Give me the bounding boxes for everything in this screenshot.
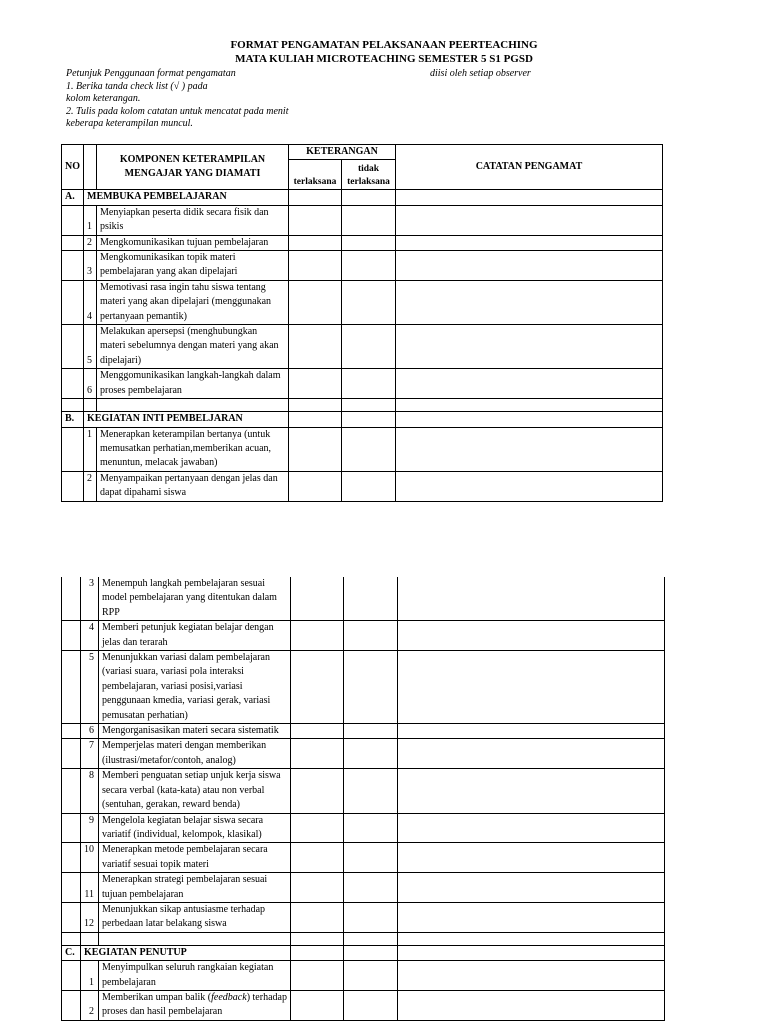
header-catatan: CATATAN PENGAMAT: [396, 145, 663, 190]
cell-tidak-terlaksana[interactable]: [344, 577, 398, 621]
item-number: 11: [81, 873, 99, 903]
item-description: Menunjukkan variasi dalam pembelajaran (variasi suara, variasi pola interaksi pembelajaran, variasi posisi,variasi penggunaan kmedia, variasi gerak, variasi pemusatan perhatian): [99, 651, 291, 724]
cell-terlaksana[interactable]: [289, 280, 342, 324]
cell-catatan[interactable]: [396, 325, 663, 369]
cell-terlaksana[interactable]: [289, 251, 342, 281]
cell-tidak-terlaksana[interactable]: [344, 769, 398, 813]
cell-tidak-terlaksana[interactable]: [344, 945, 398, 960]
header-component: [97, 145, 289, 190]
cell-terlaksana[interactable]: [291, 990, 344, 1020]
cell-terlaksana[interactable]: [291, 651, 344, 724]
section-c-title: KEGIATAN PENUTUP: [81, 945, 291, 960]
cell-terlaksana[interactable]: [289, 325, 342, 369]
item-description: Menerapkan metode pembelajaran secara variatif sesuai topik materi: [99, 843, 291, 873]
cell-tidak-terlaksana[interactable]: [342, 190, 396, 205]
observation-table-page1: [61, 144, 663, 502]
item-number: 3: [81, 577, 99, 621]
cell-terlaksana[interactable]: [291, 873, 344, 903]
item-description: Menempuh langkah pembelajaran sesuai model pembelajaran yang ditentukan dalam RPP: [99, 577, 291, 621]
cell-tidak-terlaksana[interactable]: [342, 235, 396, 250]
cell-catatan[interactable]: [396, 427, 663, 471]
cell-tidak-terlaksana[interactable]: [342, 427, 396, 471]
item-description: Menerapkan strategi pembelajaran sesuai tujuan pembelajaran: [99, 873, 291, 903]
instructions-line1: Petunjuk Penggunaan format pengamatan: [66, 68, 236, 79]
observation-table-page2: [61, 577, 665, 1021]
header-component-line2: MENGAJAR YANG DIAMATI: [124, 168, 261, 180]
header-tidak-line2: terlaksana: [347, 177, 390, 188]
cell-terlaksana[interactable]: [289, 427, 342, 471]
cell-tidak-terlaksana[interactable]: [344, 813, 398, 843]
header-no: NO: [62, 145, 84, 190]
item-description: Memberi petunjuk kegiatan belajar dengan jelas dan terarah: [99, 621, 291, 651]
item-number: 5: [84, 325, 97, 369]
item-number: 3: [84, 251, 97, 281]
item-description: Melakukan apersepsi (menghubungkan materi sebelumnya dengan materi yang akan dipelajari): [97, 325, 289, 369]
item-description-italic: feedback: [211, 991, 247, 1003]
cell-tidak-terlaksana[interactable]: [344, 990, 398, 1020]
item-description: Menyimpulkan seluruh rangkaian kegiatan pembelajaran: [99, 961, 291, 991]
section-a-title: MEMBUKA PEMBELAJARAN: [84, 190, 289, 205]
document-title-line2: MATA KULIAH MICROTEACHING SEMESTER 5 S1 PGSD: [235, 53, 533, 65]
item-description: Menggomunikasikan langkah-langkah dalam proses pembelajaran: [97, 369, 289, 399]
cell-tidak-terlaksana[interactable]: [344, 651, 398, 724]
item-description-part1: Memberikan umpan balik (: [102, 991, 212, 1003]
item-description: Mengelola kegiatan belajar siswa secara variatif (individual, kelompok, klasikal): [99, 813, 291, 843]
cell-tidak-terlaksana[interactable]: [342, 251, 396, 281]
section-a-code: A.: [62, 190, 84, 205]
section-c-code: C.: [62, 945, 81, 960]
cell-tidak-terlaksana[interactable]: [344, 961, 398, 991]
header-keterangan: KETERANGAN: [289, 145, 396, 160]
header-terlaksana: terlaksana: [289, 160, 342, 190]
item-number: 1: [81, 961, 99, 991]
cell-tidak-terlaksana[interactable]: [342, 471, 396, 501]
item-number: 5: [81, 651, 99, 724]
header-component-line1: KOMPONEN KETERAMPILAN: [119, 153, 266, 165]
item-number: 9: [81, 813, 99, 843]
cell-catatan[interactable]: [396, 369, 663, 399]
cell-catatan[interactable]: [398, 739, 665, 769]
cell-catatan[interactable]: [398, 769, 665, 813]
item-number: 1: [84, 427, 97, 471]
cell-terlaksana[interactable]: [289, 235, 342, 250]
instructions-line3: kolom keterangan.: [66, 93, 141, 105]
cell-catatan[interactable]: [396, 251, 663, 281]
item-number: 2: [81, 990, 99, 1020]
cell-catatan[interactable]: [398, 724, 665, 739]
section-b-code: B.: [62, 412, 84, 427]
item-number: 1: [84, 205, 97, 235]
instructions-line5: keberapa keterampilan muncul.: [66, 118, 193, 130]
cell-terlaksana[interactable]: [291, 724, 344, 739]
cell-tidak-terlaksana[interactable]: [344, 902, 398, 932]
instructions-line2: 1. Berika tanda check list (√ ) pada: [66, 80, 208, 92]
item-number: 6: [81, 724, 99, 739]
cell-terlaksana[interactable]: [291, 769, 344, 813]
cell-terlaksana[interactable]: [289, 205, 342, 235]
item-number: 8: [81, 769, 99, 813]
cell-catatan[interactable]: [396, 235, 663, 250]
cell-terlaksana[interactable]: [291, 739, 344, 769]
item-number: 6: [84, 369, 97, 399]
document-title-line1: FORMAT PENGAMATAN PELAKSANAAN PEERTEACHING: [230, 39, 538, 51]
cell-tidak-terlaksana[interactable]: [342, 369, 396, 399]
cell-catatan[interactable]: [398, 813, 665, 843]
instructions-line4: 2. Tulis pada kolom catatan untuk mencatat pada menit: [66, 105, 289, 117]
cell-terlaksana[interactable]: [289, 369, 342, 399]
cell-catatan[interactable]: [398, 577, 665, 621]
cell-catatan[interactable]: [398, 902, 665, 932]
cell-terlaksana[interactable]: [291, 961, 344, 991]
section-b-title: KEGIATAN INTI PEMBELJARAN: [84, 412, 289, 427]
cell-catatan[interactable]: [396, 205, 663, 235]
cell-tidak-terlaksana[interactable]: [342, 280, 396, 324]
cell-catatan[interactable]: [398, 873, 665, 903]
cell-terlaksana[interactable]: [291, 577, 344, 621]
cell-catatan[interactable]: [398, 961, 665, 991]
cell-catatan[interactable]: [396, 280, 663, 324]
item-description: Mengorganisasikan materi secara sistematik: [99, 724, 291, 739]
cell-tidak-terlaksana[interactable]: [344, 621, 398, 651]
item-number: 4: [81, 621, 99, 651]
cell-terlaksana[interactable]: [289, 471, 342, 501]
item-description: Menyampaikan pertanyaan dengan jelas dan dapat dipahami siswa: [97, 471, 289, 501]
cell-catatan[interactable]: [398, 990, 665, 1020]
item-description: Memotivasi rasa ingin tahu siswa tentang materi yang akan dipelajari (menggunakan pertanyaan pemantik): [97, 280, 289, 324]
cell-terlaksana[interactable]: [291, 621, 344, 651]
cell-tidak-terlaksana[interactable]: [342, 325, 396, 369]
item-number: 12: [81, 902, 99, 932]
cell-tidak-terlaksana[interactable]: [344, 873, 398, 903]
item-description: Menunjukkan sikap antusiasme terhadap perbedaan latar belakang siswa: [99, 902, 291, 932]
cell-terlaksana[interactable]: [291, 902, 344, 932]
item-description: Menyiapkan peserta didik secara fisik dan psikis: [97, 205, 289, 235]
item-description: [99, 990, 291, 1020]
cell-tidak-terlaksana[interactable]: [344, 724, 398, 739]
header-blank: [84, 145, 97, 190]
cell-catatan[interactable]: [398, 651, 665, 724]
item-number: 2: [84, 235, 97, 250]
cell-tidak-terlaksana[interactable]: [344, 739, 398, 769]
item-number: 7: [81, 739, 99, 769]
cell-catatan[interactable]: [398, 621, 665, 651]
cell-catatan[interactable]: [396, 471, 663, 501]
cell-catatan[interactable]: [396, 412, 663, 427]
item-description-part2: ) terhadap proses dan hasil pembelajaran: [102, 991, 287, 1018]
item-number: 10: [81, 843, 99, 873]
item-description: Mengkomunikasikan topik materi pembelajaran yang akan dipelajari: [97, 251, 289, 281]
cell-tidak-terlaksana[interactable]: [344, 843, 398, 873]
item-number: 2: [84, 471, 97, 501]
cell-tidak-terlaksana[interactable]: [342, 412, 396, 427]
cell-tidak-terlaksana[interactable]: [342, 205, 396, 235]
item-description: Menerapkan keterampilan bertanya (untuk memusatkan perhatian,memberikan acuan, menuntun, melacak jawaban): [97, 427, 289, 471]
cell-catatan[interactable]: [396, 190, 663, 205]
cell-terlaksana[interactable]: [289, 412, 342, 427]
observer-note: diisi oleh setiap observer: [430, 68, 531, 79]
cell-terlaksana[interactable]: [291, 843, 344, 873]
item-description: Memperjelas materi dengan memberikan (ilustrasi/metafor/contoh, analog): [99, 739, 291, 769]
cell-terlaksana[interactable]: [291, 945, 344, 960]
cell-catatan[interactable]: [398, 945, 665, 960]
header-tidak-line1: tidak: [357, 164, 380, 175]
cell-terlaksana[interactable]: [291, 813, 344, 843]
cell-terlaksana[interactable]: [289, 190, 342, 205]
item-number: 4: [84, 280, 97, 324]
header-tidak-terlaksana: [342, 160, 396, 190]
cell-catatan[interactable]: [398, 843, 665, 873]
item-description: Memberi penguatan setiap unjuk kerja siswa secara verbal (kata-kata) atau non verbal (sentuhan, gerakan, reward benda): [99, 769, 291, 813]
item-description: Mengkomunikasikan tujuan pembelajaran: [97, 235, 289, 250]
